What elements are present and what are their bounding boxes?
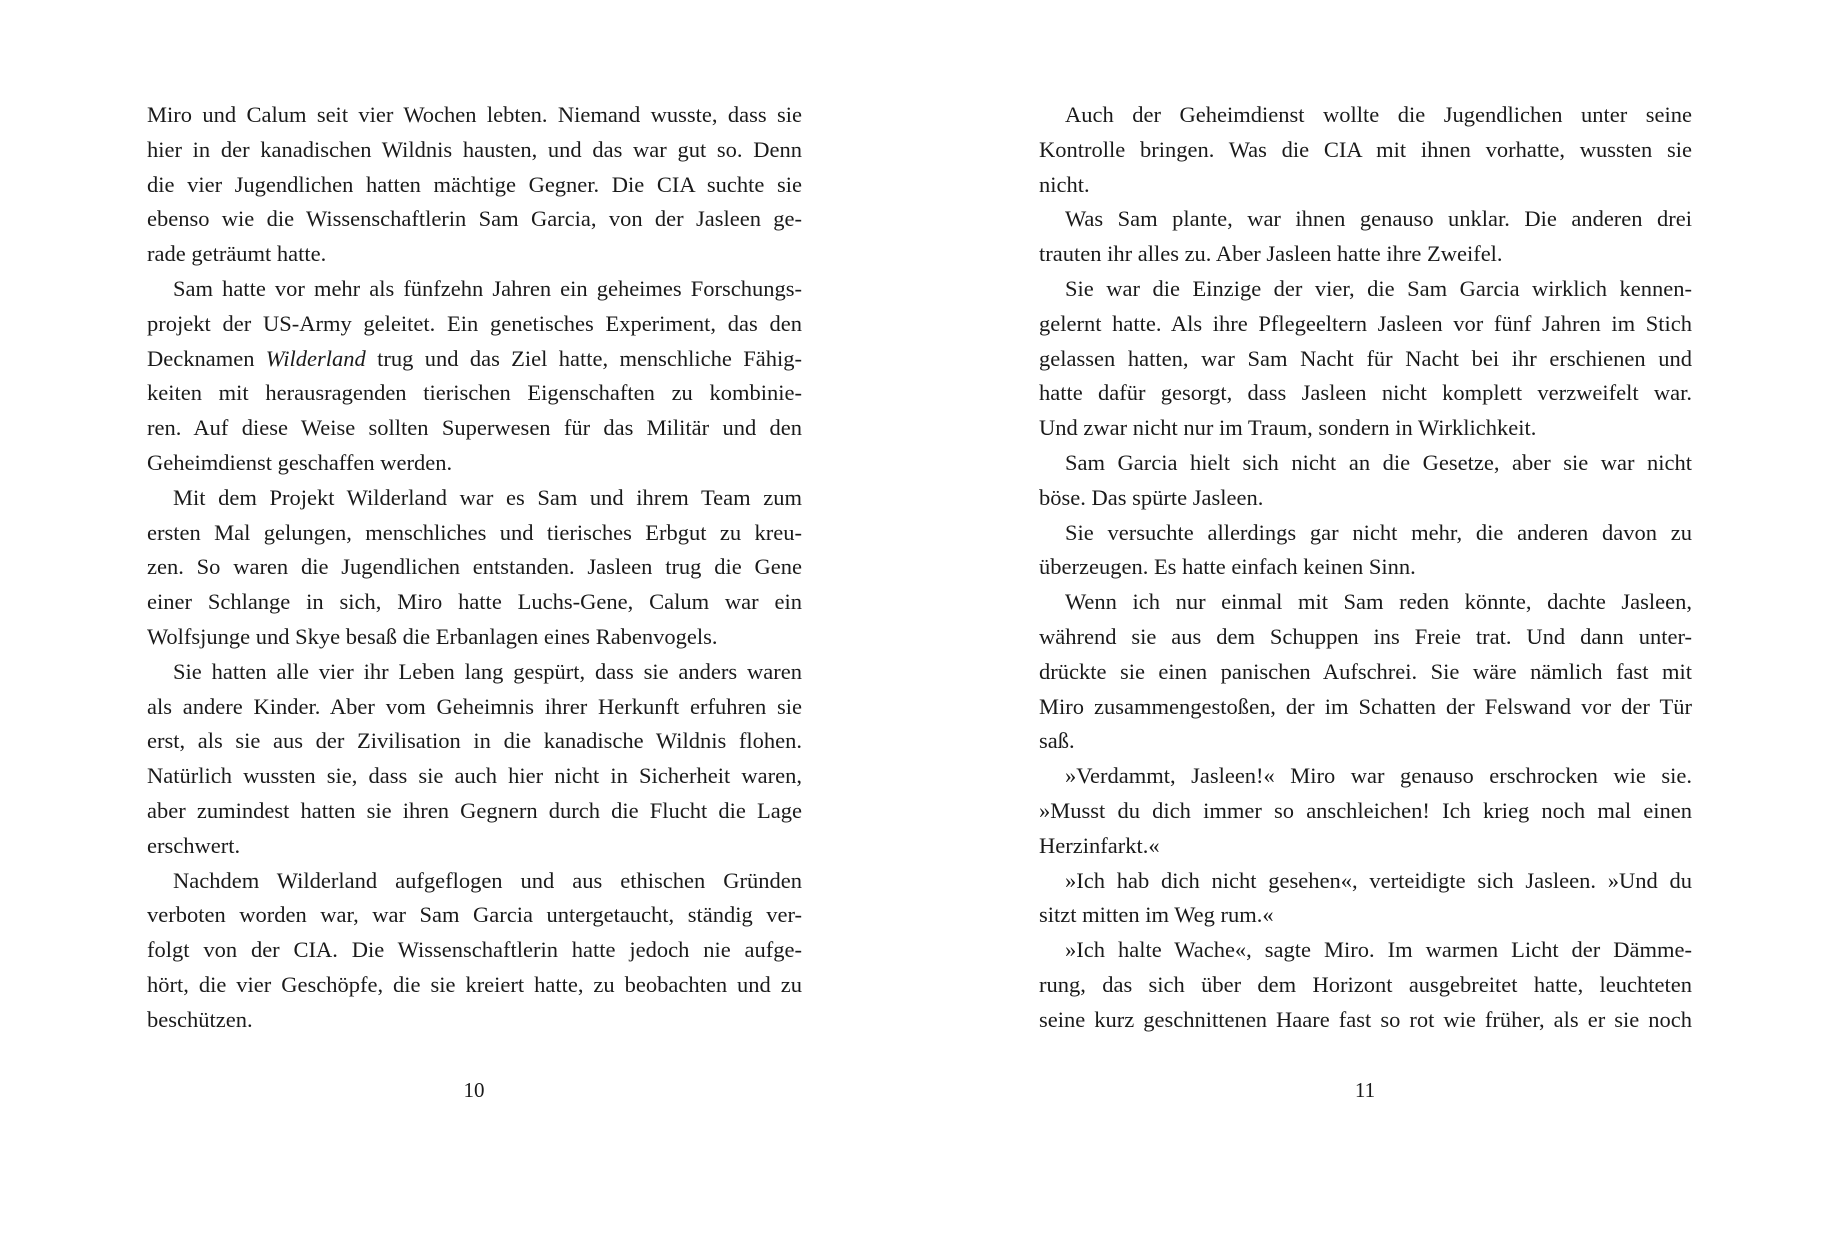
text-line: Auch der Geheimdienst wollte die Jugendlichen unter seine: [1065, 102, 1692, 127]
text-line: zen. So waren die Jugendlichen entstanden. Jasleen trug die Gene: [147, 554, 802, 580]
text-line: gelernt hatte. Als ihre Pflegeeltern Jasleen vor fünf Jahren im Stich: [1039, 310, 1692, 336]
paragraph: [147, 481, 802, 655]
paragraph: [1039, 202, 1692, 272]
text-line: gelassen hatten, war Sam Nacht für Nacht bei ihr erschienen und: [1039, 345, 1692, 371]
text-line: überzeugen. Es hatte einfach keinen Sinn.: [1039, 554, 1416, 580]
text-line: Miro und Calum seit vier Wochen lebten. Niemand wusste, dass sie: [147, 102, 802, 127]
text-line: ren. Auf diese Weise sollten Superwesen für das Militär und den: [147, 415, 802, 441]
text-line: Sam hatte vor mehr als fünfzehn Jahren ein geheimes Forschungs-: [173, 275, 802, 301]
text-line: Mit dem Projekt Wilderland war es Sam und ihrem Team zum: [173, 484, 802, 510]
text-line: Herzinfarkt.«: [1039, 832, 1160, 858]
text-line: ersten Mal gelungen, menschliches und tierisches Erbgut zu kreu-: [147, 519, 802, 545]
text-line: nicht.: [1039, 171, 1090, 197]
text-line: rung, das sich über dem Horizont ausgebreitet hatte, leuchteten: [1039, 971, 1692, 997]
text-line: sitzt mitten im Weg rum.«: [1039, 902, 1274, 928]
text-line: die vier Jugendlichen hatten mächtige Gegner. Die CIA suchte sie: [147, 171, 802, 197]
text-line: Sam Garcia hielt sich nicht an die Gesetze, aber sie war nicht: [1065, 449, 1692, 475]
text-line: Sie hatten alle vier ihr Leben lang gespürt, dass sie anders waren: [173, 658, 802, 684]
text-line: erschwert.: [147, 832, 241, 858]
text-line: »Ich halte Wache«, sagte Miro. Im warmen Licht der Dämme-: [1065, 937, 1692, 963]
text-segment: trug und das Ziel hatte, menschliche Fähig-: [365, 345, 802, 371]
paragraph: [1039, 98, 1692, 202]
text-line: keiten mit herausragenden tierischen Eigenschaften zu kombinie-: [147, 380, 802, 406]
text-line: rade geträumt hatte.: [147, 241, 327, 267]
left-page-text: [147, 98, 802, 1038]
paragraph: [147, 98, 802, 272]
paragraph: [1039, 446, 1692, 516]
text-line: seine kurz geschnittenen Haare fast so rot wie früher, als er sie noch: [1039, 1006, 1692, 1032]
text-line: erst, als sie aus der Zivilisation in die kanadische Wildnis flohen.: [147, 728, 802, 754]
text-line: ebenso wie die Wissenschaftlerin Sam Garcia, von der Jasleen ge-: [147, 206, 802, 232]
text-line: Kontrolle bringen. Was die CIA mit ihnen vorhatte, wussten sie: [1039, 136, 1692, 162]
paragraph: [1039, 272, 1692, 446]
text-line: einer Schlange in sich, Miro hatte Luchs-Gene, Calum war ein: [147, 589, 802, 615]
text-line: Sie war die Einzige der vier, die Sam Garcia wirklich kennen-: [1065, 275, 1692, 301]
text-line: hört, die vier Geschöpfe, die sie kreiert hatte, zu beobachten und zu: [147, 971, 802, 997]
page-number: 10: [463, 1078, 485, 1102]
text-line: saß.: [1039, 728, 1075, 754]
paragraph: [147, 655, 802, 864]
paragraph: [147, 864, 802, 1038]
paragraph: [1039, 516, 1692, 586]
text-line: verboten worden war, war Sam Garcia untergetaucht, ständig ver-: [147, 902, 802, 928]
text-line: Miro zusammengestoßen, der im Schatten der Felswand vor der Tür: [1039, 693, 1692, 719]
text-line: Und zwar nicht nur im Traum, sondern in Wirklichkeit.: [1039, 415, 1537, 441]
text-line: hatte dafür gesorgt, dass Jasleen nicht komplett verzweifelt war.: [1039, 380, 1692, 406]
paragraph: [1039, 864, 1692, 934]
text-line: [147, 342, 802, 377]
right-page-text: [1039, 98, 1692, 1038]
text-line: drückte sie einen panischen Aufschrei. Sie wäre nämlich fast mit: [1039, 658, 1692, 684]
text-line: projekt der US-Army geleitet. Ein genetisches Experiment, das den: [147, 310, 802, 336]
text-line: »Musst du dich immer so anschleichen! Ich krieg noch mal einen: [1039, 797, 1692, 823]
text-line: Geheimdienst geschaffen werden.: [147, 449, 453, 475]
text-line: böse. Das spürte Jasleen.: [1039, 484, 1264, 510]
text-line: aber zumindest hatten sie ihren Gegnern durch die Flucht die Lage: [147, 797, 802, 823]
text-line: Was Sam plante, war ihnen genauso unklar. Die anderen drei: [1065, 206, 1692, 232]
text-line: Nachdem Wilderland aufgeflogen und aus ethischen Gründen: [173, 867, 802, 893]
paragraph: [1039, 933, 1692, 1037]
text-line: während sie aus dem Schuppen ins Freie trat. Und dann unter-: [1039, 623, 1692, 649]
paragraph: [1039, 759, 1692, 863]
text-line: Wenn ich nur einmal mit Sam reden könnte, dachte Jasleen,: [1065, 589, 1692, 615]
text-line: »Ich hab dich nicht gesehen«, verteidigte sich Jasleen. »Und du: [1065, 867, 1692, 893]
text-line: als andere Kinder. Aber vom Geheimnis ihrer Herkunft erfuhren sie: [147, 693, 802, 719]
paragraph: [1039, 585, 1692, 759]
text-line: Sie versuchte allerdings gar nicht mehr, die anderen davon zu: [1065, 519, 1692, 545]
text-line: folgt von der CIA. Die Wissenschaftlerin hatte jedoch nie aufge-: [147, 937, 802, 963]
paragraph: [147, 272, 802, 481]
page-number: 11: [1354, 1078, 1376, 1102]
text-line: hier in der kanadischen Wildnis hausten, und das war gut so. Denn: [147, 136, 802, 162]
text-line: Natürlich wussten sie, dass sie auch hier nicht in Sicherheit waren,: [147, 763, 802, 789]
text-line: beschützen.: [147, 1006, 253, 1032]
text-line: trauten ihr alles zu. Aber Jasleen hatte ihre Zweifel.: [1039, 241, 1503, 267]
italic-text: Wilderland: [265, 345, 366, 371]
text-line: »Verdammt, Jasleen!« Miro war genauso erschrocken wie sie.: [1065, 763, 1692, 789]
text-segment: Decknamen: [147, 345, 266, 371]
text-line: Wolfsjunge und Skye besaß die Erbanlagen eines Rabenvogels.: [147, 623, 718, 649]
